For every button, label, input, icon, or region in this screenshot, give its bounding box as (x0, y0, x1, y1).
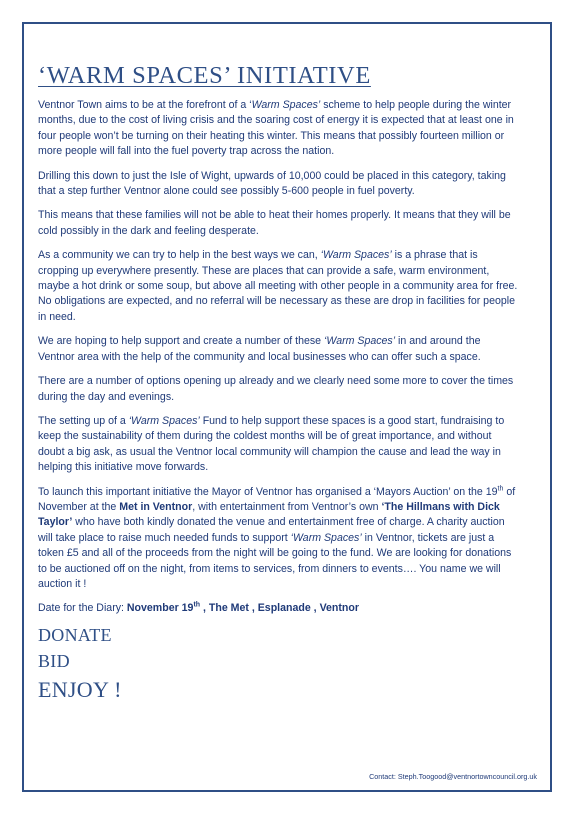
paragraph-options: There are a number of options opening up already and we clearly need some more to cover the times during the day and evenings. (38, 375, 514, 403)
paragraph-intro: Ventnor Town aims to be at the forefront of a ‘Warm Spaces’ scheme to help people during the winter months, due to the cost of living crisis and the soaring cost of energy it is expected that at least one in four people won’t be turning on their heating this winter. This means that possibly fourteen million or more people will fall into the fuel poverty trap across the nation. (38, 99, 514, 158)
call-bid: BID (38, 651, 70, 672)
paragraph-auction: To launch this important initiative the Mayor of Ventnor has organised a ‘Mayors Auction’ on the 19th of November at the Met in Ventnor, with entertainment from Ventnor’s own ‘The Hillmans with Dick Taylor’ who have both kindly donated the venue and entertainment free of charge. A charity auction will take place to raise much needed funds to support ‘Warm Spaces’ in Ventnor, tickets are just a token £5 and all of the proceeds from the night will be going to the fund. We are looking for donations to be auctioned off on the night, from items to services, from dinners to events…. You name we will auction it ! (38, 485, 516, 590)
contact-line: Contact: Steph.Toogood@ventnortowncouncil.org.uk (369, 772, 537, 781)
diary-date: Date for the Diary: November 19th , The Met , Esplanade , Ventnor (38, 601, 359, 615)
paragraph-community: As a community we can try to help in the best ways we can, ‘Warm Spaces’ is a phrase that is cropping up everywhere presently. These are places that can provide a safe, warm environment, maybe a hot drink or some soup, but above all meeting with other people in a community area for free. No obligations are expected, and no referral will be necessary as these are drop in facilities for people in need. (38, 249, 518, 323)
paragraph-isle-of-wight: Drilling this down to just the Isle of Wight, upwards of 10,000 could be placed in this category, taking that a step further Ventnor alone could see possibly 5-600 people in fuel poverty. (38, 169, 506, 198)
page-title: ‘WARM SPACES’ INITIATIVE (38, 62, 371, 89)
paragraph-fund: The setting up of a ‘Warm Spaces’ Fund to help support these spaces is a good start, fundraising to keep the sustainability of them during the coldest months will be of great importance, and without doubt a big ask, as usual the Ventnor local community will champion the cause and lead the way in helping this initiative move forwards. (38, 414, 505, 474)
call-donate: DONATE (38, 625, 112, 646)
paragraph-support: We are hoping to help support and create a number of these ‘Warm Spaces’ in and around the Ventnor area with the help of the community and local businesses who can offer such a space. (38, 335, 481, 363)
paragraph-families: This means that these families will not be able to heat their homes properly. It means that they will be cold possibly in the dark and feeling desperate. (38, 209, 511, 237)
document-body (38, 62, 518, 701)
call-enjoy: ENJOY ! (38, 677, 122, 703)
